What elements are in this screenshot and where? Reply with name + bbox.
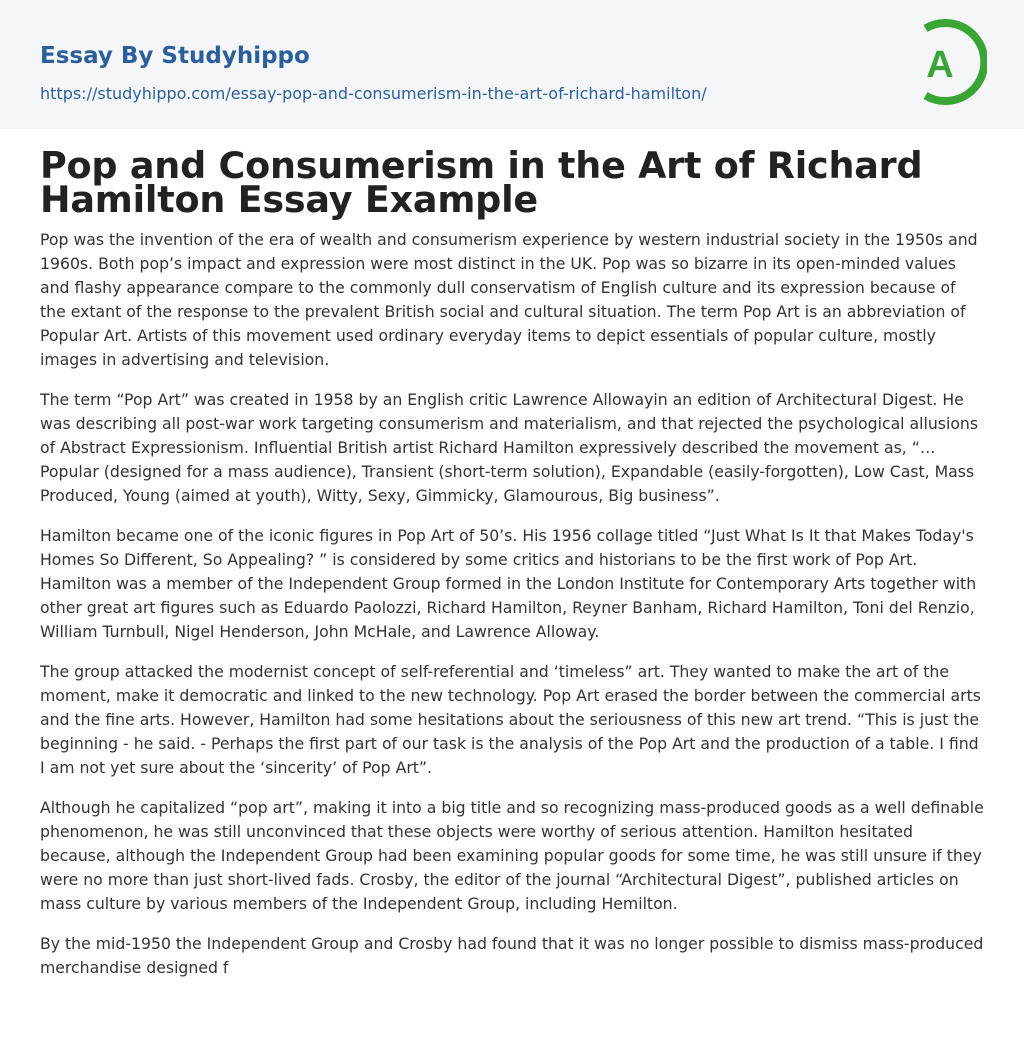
article-paragraph: By the mid-1950 the Independent Group and Crosby had found that it was no longer possible to dismiss mass-produced merchandise designed f (40, 934, 984, 977)
article-paragraph: Hamilton became one of the iconic figures in Pop Art of 50’s. His 1956 collage titled “Just What Is It that Makes Today's Homes So Different, So Appealing? ” is considered by some critics and historians to be the first work of Pop Art. Hamilton was a member of the Independent Group formed in the London Institute for Contemporary Arts together with other great art figures such as Eduardo Paolozzi, Richard Hamilton, Reyner Banham, Richard Hamilton, Toni del Renzio, William Turnbull, Nigel Henderson, John McHale, and Lawrence Alloway. (40, 526, 977, 641)
article-paragraph: The term “Pop Art” was created in 1958 by an English critic Lawrence Allowayin an edition of Architectural Digest. He was describing all post-war work targeting consumerism and materialism, and that rejected the psychological allusions of Abstract Expressionism. Influential British artist Richard Hamilton expressively described the movement as, “…Popular (designed for a mass audience), Transient (short-term solution), Expandable (easily-forgotten), Low Cast, Mass Produced, Young (aimed at youth), Witty, Sexy, Gimmicky, Glamourous, Big business”. (40, 390, 979, 505)
source-url-link[interactable]: https://studyhippo.com/essay-pop-and-consumerism-in-the-art-of-richard-hamilton/ (40, 84, 707, 103)
article-paragraph: Pop was the invention of the era of wealth and consumerism experience by western industrial society in the 1950s and 1960s. Both pop’s impact and expression were most distinct in the UK. Pop was so bizarre in its open-minded values and flashy appearance compare to the commonly dull conservatism of English culture and its expression because of the extant of the response to the prevalent British social and cultural situation. The term Pop Art is an abbreviation of Popular Art. Artists of this movement used ordinary everyday items to depict essentials of popular culture, mostly images in advertising and television. (40, 230, 978, 369)
site-brand[interactable]: Essay By Studyhippo (40, 43, 310, 69)
site-header (0, 0, 1024, 129)
page-title: Pop and Consumerism in the Art of Richard Hamilton Essay Example (40, 144, 923, 221)
article-paragraph: Although he capitalized “pop art”, making it into a big title and so recognizing mass-produced goods as a well definable phenomenon, he was still unconvinced that these objects were worthy of serious attention. Hamilton hesitated because, although the Independent Group had been examining popular goods for some time, he was still unsure if they were no more than just short-lived fads. Crosby, the editor of the journal “Architectural Digest”, published articles on mass culture by various members of the Independent Group, including Hemilton. (40, 798, 984, 913)
studyhippo-logo-icon[interactable] (895, 18, 987, 106)
article (40, 144, 986, 996)
logo-letter: A (926, 44, 954, 86)
article-paragraph: The group attacked the modernist concept of self-referential and ‘timeless” art. They wanted to make the art of the moment, make it democratic and linked to the new technology. Pop Art erased the border between the commercial arts and the fine arts. However, Hamilton had some hesitations about the seriousness of this new art trend. “This is just the beginning - he said. - Perhaps the first part of our task is the analysis of the Pop Art and the production of a table. I find I am not yet sure about the ‘sincerity’ of Pop Art”. (40, 662, 981, 777)
